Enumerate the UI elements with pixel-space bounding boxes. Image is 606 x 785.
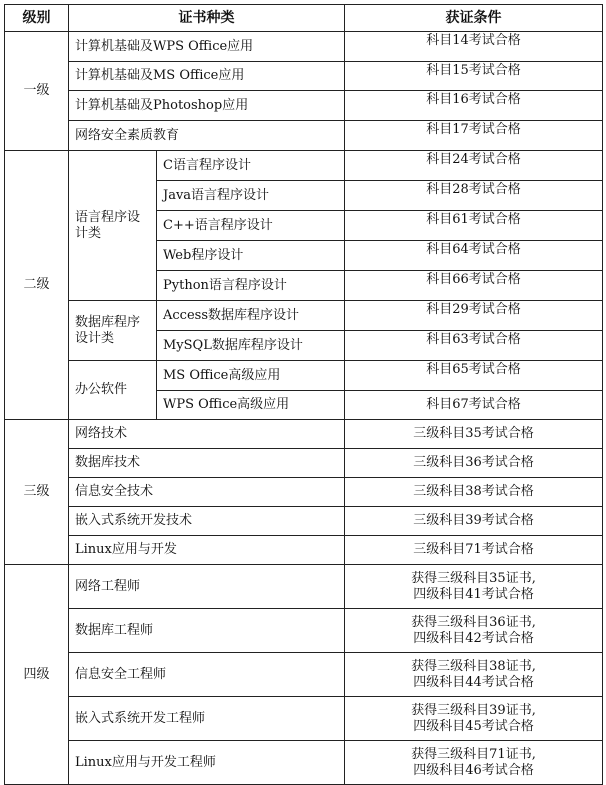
- header-level: 级别: [5, 5, 69, 32]
- condition-line: 获得三级科目38证书,: [411, 658, 536, 674]
- cert-condition: 科目63考试合格: [345, 331, 603, 361]
- cert-type: 计算机基础及WPS Office应用: [69, 32, 345, 62]
- cert-condition: [345, 609, 603, 653]
- cert-condition: 三级科目71考试合格: [345, 536, 603, 565]
- cert-type: WPS Office高级应用: [157, 391, 345, 420]
- cert-condition: 三级科目39考试合格: [345, 507, 603, 536]
- certificate-table: [4, 4, 603, 785]
- cert-condition: 科目24考试合格: [345, 151, 603, 181]
- cert-type: Python语言程序设计: [157, 271, 345, 301]
- cert-type: 网络安全素质教育: [69, 121, 345, 151]
- cert-condition: 科目29考试合格: [345, 301, 603, 331]
- cert-type: MS Office高级应用: [157, 361, 345, 391]
- cert-type: 数据库技术: [69, 449, 345, 478]
- cert-type: C语言程序设计: [157, 151, 345, 181]
- table-row: [5, 91, 603, 121]
- condition-line: 获得三级科目35证书,: [411, 570, 536, 586]
- condition-line: 四级科目45考试合格: [413, 718, 534, 734]
- cert-condition: 科目61考试合格: [345, 211, 603, 241]
- table-row: [5, 697, 603, 741]
- table-row: [5, 301, 603, 331]
- cert-condition: 科目17考试合格: [345, 121, 603, 151]
- cert-condition: 科目16考试合格: [345, 91, 603, 121]
- condition-line: 四级科目41考试合格: [413, 586, 534, 602]
- cert-type: Web程序设计: [157, 241, 345, 271]
- cert-type: 嵌入式系统开发技术: [69, 507, 345, 536]
- cert-condition: 科目65考试合格: [345, 361, 603, 391]
- header-condition: 获证条件: [345, 5, 603, 32]
- table-row: [5, 741, 603, 785]
- cert-type: 计算机基础及MS Office应用: [69, 62, 345, 91]
- cert-type: 网络工程师: [69, 565, 345, 609]
- table-row: [5, 420, 603, 449]
- cert-condition: [345, 741, 603, 785]
- cert-condition: 科目64考试合格: [345, 241, 603, 271]
- condition-line: 四级科目46考试合格: [413, 762, 534, 778]
- cert-type: Java语言程序设计: [157, 181, 345, 211]
- level-4-cell: 四级: [5, 565, 69, 785]
- cert-type: 数据库工程师: [69, 609, 345, 653]
- table-row: [5, 478, 603, 507]
- cert-type: 嵌入式系统开发工程师: [69, 697, 345, 741]
- cert-condition: [345, 653, 603, 697]
- cert-type: 信息安全技术: [69, 478, 345, 507]
- condition-line: 四级科目42考试合格: [413, 630, 534, 646]
- cert-condition: 三级科目36考试合格: [345, 449, 603, 478]
- table-row: [5, 32, 603, 62]
- cert-condition: 科目67考试合格: [345, 391, 603, 420]
- cert-type: 计算机基础及Photoshop应用: [69, 91, 345, 121]
- table-row: [5, 536, 603, 565]
- level-2-cell: 二级: [5, 151, 69, 420]
- condition-line: 获得三级科目39证书,: [411, 702, 536, 718]
- level-3-cell: 三级: [5, 420, 69, 565]
- cert-condition: [345, 565, 603, 609]
- condition-line: 获得三级科目71证书,: [411, 746, 536, 762]
- cert-type: Access数据库程序设计: [157, 301, 345, 331]
- level-1-cell: 一级: [5, 32, 69, 151]
- table-row: [5, 449, 603, 478]
- table-row: [5, 361, 603, 391]
- table-row: [5, 151, 603, 181]
- category-cell: 数据库程序设计类: [69, 301, 157, 361]
- table-row: [5, 507, 603, 536]
- table-row: [5, 121, 603, 151]
- cert-condition: 科目14考试合格: [345, 32, 603, 62]
- category-cell: 办公软件: [69, 361, 157, 420]
- cert-type: Linux应用与开发: [69, 536, 345, 565]
- condition-line: 获得三级科目36证书,: [411, 614, 536, 630]
- header-row: [5, 5, 603, 32]
- cert-condition: 科目66考试合格: [345, 271, 603, 301]
- cert-condition: 三级科目38考试合格: [345, 478, 603, 507]
- cert-type: 信息安全工程师: [69, 653, 345, 697]
- table-row: [5, 609, 603, 653]
- cert-type: Linux应用与开发工程师: [69, 741, 345, 785]
- cert-type: C++语言程序设计: [157, 211, 345, 241]
- cert-condition: [345, 697, 603, 741]
- cert-condition: 科目28考试合格: [345, 181, 603, 211]
- table-row: [5, 565, 603, 609]
- table-row: [5, 62, 603, 91]
- table-row: [5, 653, 603, 697]
- header-type: 证书种类: [69, 5, 345, 32]
- cert-type: MySQL数据库程序设计: [157, 331, 345, 361]
- cert-type: 网络技术: [69, 420, 345, 449]
- cert-condition: 科目15考试合格: [345, 62, 603, 91]
- cert-condition: 三级科目35考试合格: [345, 420, 603, 449]
- category-cell: 语言程序设计类: [69, 151, 157, 301]
- condition-line: 四级科目44考试合格: [413, 674, 534, 690]
